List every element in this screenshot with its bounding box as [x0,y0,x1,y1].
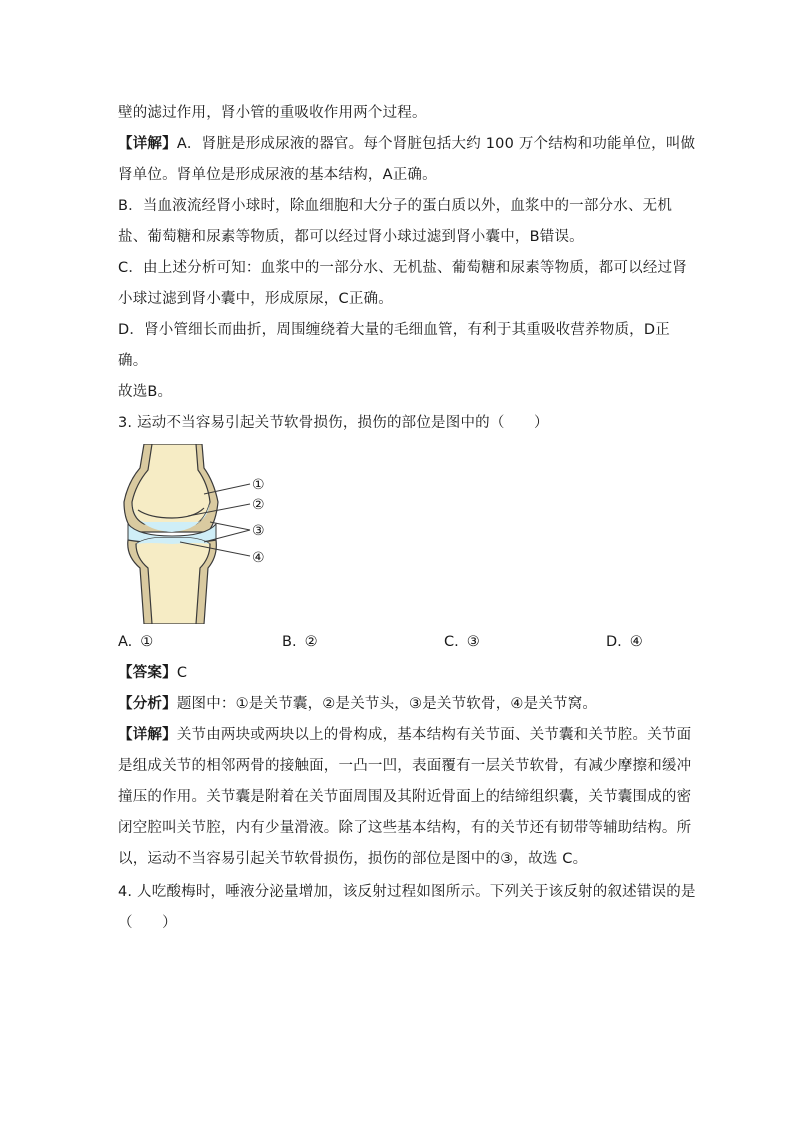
question-3-stem: 3. 运动不当容易引起关节软骨损伤，损伤的部位是图中的（ ） [118,415,549,431]
question-4-stem: 4. 人吃酸梅时，唾液分泌量增加，该反射过程如图所示。下列关于该反射的叙述错误的是 [118,884,696,900]
figure-label-1: ① [252,477,265,493]
detail-line: 是组成关节的相邻两骨的接触面，一凸一凹，表面覆有一层关节软骨，有减少摩擦和缓冲 [118,758,692,774]
question-4-stem-blank: （ ） [118,915,177,931]
text-line: 故选B。 [118,384,173,400]
option-value: ③ [466,634,480,650]
option-value: ④ [629,634,643,650]
analysis-text: 题图中：①是关节囊，②是关节头，③是关节软骨，④是关节窝。 [176,696,598,712]
detail-tag: 【详解】 [118,136,177,152]
answer-line [118,663,678,683]
text-line: 壁的滤过作用，肾小管的重吸收作用两个过程。 [118,105,427,121]
detail-line: 撞压的作用。关节囊是附着在关节面周围及其附近骨面上的结缔组织囊，关节囊围成的密 [118,789,692,805]
detail-line: 闭空腔叫关节腔，内有少量滑液。除了这些基本结构，有的关节还有韧带等辅助结构。所 [118,820,692,836]
text-line: C．由上述分析可知：血浆中的一部分水、无机盐、葡萄糖和尿素等物质，都可以经过肾 [118,260,687,276]
figure-label-3: ③ [252,523,265,539]
option-c [444,632,480,652]
option-value: ① [140,634,154,650]
text-span: A．肾脏是形成尿液的器官。每个肾脏包括大约 100 万个结构和功能单位，叫做 [176,136,696,152]
detail-text: 关节由两块或两块以上的骨构成，基本结构有关节面、关节囊和关节腔。关节面 [176,727,692,743]
detail-tag: 【详解】 [118,727,177,743]
detail-line: 以，运动不当容易引起关节软骨损伤，损伤的部位是图中的③，故选 C。 [118,851,588,867]
analysis-line [118,694,678,714]
detail-line [118,725,692,745]
option-a [118,632,153,652]
text-line [118,134,696,154]
figure-label-2: ② [252,497,265,513]
text-line: 小球过滤到肾小囊中，形成原尿，C正确。 [118,291,393,307]
text-line: D．肾小管细长而曲折，周围缠绕着大量的毛细血管，有利于其重吸收营养物质，D正 [118,322,670,338]
answer-value: C [176,665,188,681]
option-label: D. [606,634,622,650]
option-d [606,632,643,652]
text-line: 盐、葡萄糖和尿素等物质，都可以经过肾小球过滤到肾小囊中，B错误。 [118,229,584,245]
answer-tag: 【答案】 [118,665,177,681]
option-label: B. [282,634,297,650]
analysis-tag: 【分析】 [118,696,177,712]
text-line: 确。 [118,353,148,369]
option-value: ② [304,634,318,650]
knee-joint-figure [118,444,288,624]
text-line: 肾单位。肾单位是形成尿液的基本结构，A正确。 [118,167,437,183]
option-label: C. [444,634,459,650]
figure-label-4: ④ [252,550,265,566]
text-line: B．当血液流经肾小球时，除血细胞和大分子的蛋白质以外，血浆中的一部分水、无机 [118,198,673,214]
option-label: A. [118,634,133,650]
option-b [282,632,318,652]
